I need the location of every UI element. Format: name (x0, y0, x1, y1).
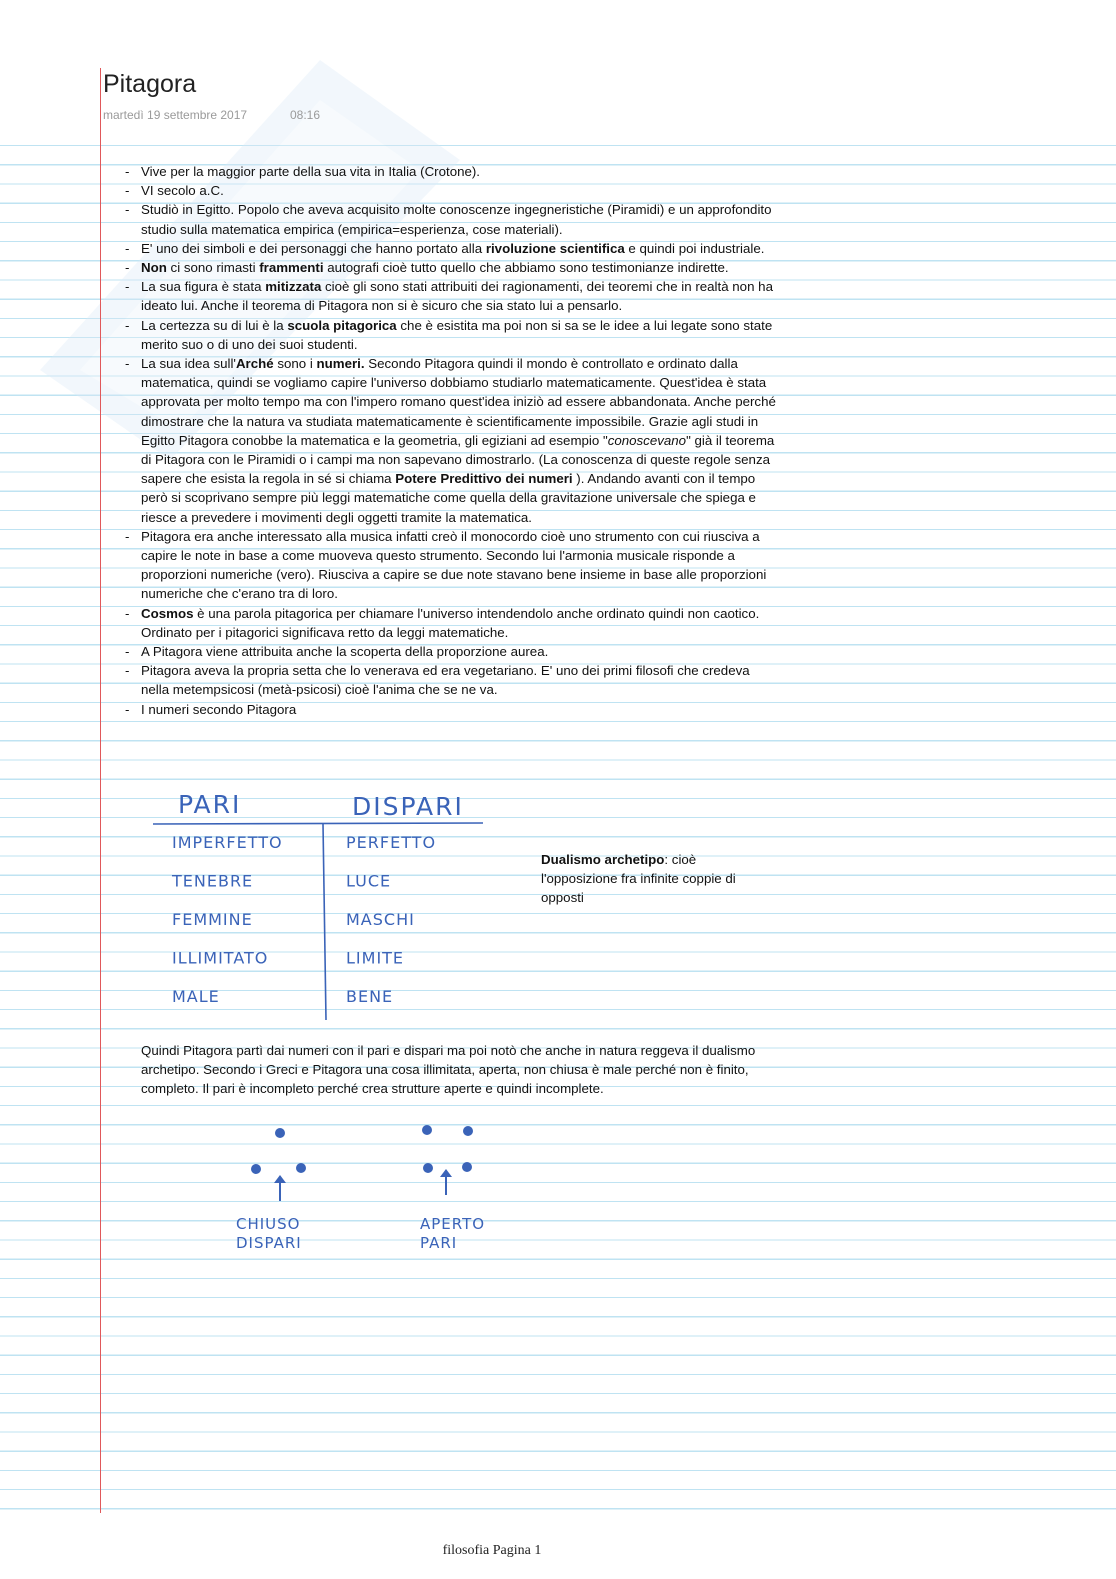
text-span: La sua idea sull' (141, 356, 236, 372)
bold-term: mitizzata (265, 279, 322, 295)
list-item (120, 181, 780, 200)
table-horizontal-line (153, 823, 483, 824)
list-item (120, 527, 780, 604)
table-cell-right: BENE (346, 987, 394, 1006)
text-span: cioè gli sono stati attribuiti dei ragionamenti, dei teoremi che in realtà non ha ideato lui. Anche il teorema di Pitagora non si è sicuro che sia stato lui a pensarlo. (141, 279, 773, 314)
text-span: VI secolo a.C. (141, 183, 224, 199)
table-cell-left: MALE (172, 987, 220, 1006)
dot (462, 1162, 472, 1172)
text-span: ci sono rimasti (166, 260, 260, 276)
list-item (120, 162, 780, 181)
text-span: e quindi poi industriale. (624, 240, 765, 256)
list-item (120, 661, 780, 699)
list-item (120, 258, 780, 277)
text-span: E' uno dei simboli e dei personaggi che hanno portato alla (141, 240, 486, 256)
conclusion-paragraph: Quindi Pitagora partì dai numeri con il pari e dispari ma poi notò che anche in natura reggeva il dualismo archetipo. Secondo i Greci e Pitagora una cosa illimitata, aperta, non chiusa è male perché non è finito, completo. Il pari è incompleto perché crea strutture aperte e quindi incomplete. (141, 1043, 756, 1097)
arrow-head (440, 1169, 452, 1177)
bold-term: scuola pitagorica (287, 317, 397, 333)
pari-dispari-table (140, 780, 500, 1030)
table-header-right: DISPARI (352, 792, 464, 821)
text-span: Studiò in Egitto. Popolo che aveva acquisito molte conoscenze ingegneristiche (Piramidi) e un approfondito studio sulla matematica empirica (empirica=esperienza, cose materiali). (141, 202, 772, 237)
text-span: ). Andando avanti con il tempo però si scoprivano sempre più leggi matematiche come quella della gravitazione universale che spiega e riesce a prevedere i movimenti degli oggetti tramite la matematica. (141, 471, 756, 525)
table-cell-left: ILLIMITATO (172, 948, 269, 968)
table-header-left: PARI (178, 790, 242, 819)
notes-list (120, 162, 780, 719)
list-item (120, 316, 780, 354)
list-item (120, 354, 780, 527)
text-span: La certezza su di lui è la (141, 317, 288, 333)
label-dispari: DISPARI (236, 1234, 302, 1252)
dualism-text: : cioè l'opposizione fra infinite coppie di opposti (541, 852, 736, 906)
label-pari: PARI (420, 1234, 458, 1252)
bold-term: numeri. (316, 356, 365, 372)
text-span: sono i (273, 356, 317, 372)
text-span: I numeri secondo Pitagora (141, 701, 297, 717)
list-item (120, 700, 780, 719)
bold-term: Non (141, 260, 167, 276)
table-cell-left: TENEBRE (172, 871, 254, 891)
text-span: è una parola pitagorica per chiamare l'universo intendendolo anche ordinato quindi non caotico. Ordinato per i pitagorici significava retto da leggi matematiche. (141, 605, 760, 640)
text-span: A Pitagora viene attribuita anche la scoperta della proporzione aurea. (141, 644, 549, 660)
label-aperto: APERTO (420, 1215, 486, 1233)
bold-term: rivoluzione scientifica (485, 240, 625, 256)
dot (423, 1163, 433, 1173)
text-span: Pitagora aveva la propria setta che lo venerava ed era vegetariano. E' uno dei primi filosofi che credeva nella metempsicosi (metà-psicosi) cioè l'anima che se ne va. (141, 663, 750, 698)
page-title: Pitagora (103, 70, 197, 98)
list-item (120, 277, 780, 315)
list-item (120, 200, 780, 238)
arrow-head (274, 1175, 286, 1183)
bold-term: Cosmos (141, 605, 194, 621)
dots-diagram (220, 1115, 520, 1265)
list-item (120, 604, 780, 642)
dot (251, 1164, 261, 1174)
page-date: martedì 19 settembre 2017 (103, 108, 248, 122)
dot (275, 1128, 285, 1138)
page-footer: filosofia Pagina 1 (442, 1543, 542, 1558)
table-cell-right: LIMITE (346, 948, 405, 968)
table-cell-right: LUCE (346, 871, 392, 891)
table-vertical-line (323, 824, 326, 1020)
text-span: che è esistita ma poi non si sa se le idee a lui legate sono state merito suo o di uno dei suoi studenti. (141, 317, 773, 352)
table-cell-right: PERFETTO (346, 833, 437, 852)
list-item (120, 642, 780, 661)
table-cell-left: IMPERFETTO (172, 833, 283, 852)
bold-term: frammenti (259, 260, 324, 276)
margin-line (100, 68, 101, 1513)
dot (463, 1126, 473, 1136)
table-cell-right: MASCHI (346, 910, 415, 929)
page-time: 08:16 (290, 108, 321, 122)
italic-term: conoscevano (607, 432, 687, 448)
list-item (120, 239, 780, 258)
text-span: " già il teorema di Pitagora con le Piramidi o i campi ma non sapevano dimostrarlo. (La conoscenza di queste regole senza sapere che esista la regola in sé si chiama (141, 432, 775, 487)
text-span: Pitagora era anche interessato alla musica infatti creò il monocordo cioè uno strumento con cui riusciva a capire le note in base a come muoveva questo strumento. Secondo lui l'armonia musicale risponde a proporzioni numeriche (vero). Riusciva a capire se due note stavano bene insieme in base alle proporzioni numeriche che c'erano tra di loro. (141, 528, 767, 602)
dot (422, 1125, 432, 1135)
table-cell-left: FEMMINE (172, 910, 253, 929)
text-span: La sua figura è stata (141, 279, 266, 295)
dot (296, 1163, 306, 1173)
dualism-term: Dualismo archetipo (541, 852, 665, 867)
label-chiuso: CHIUSO (236, 1215, 301, 1233)
text-span: Vive per la maggior parte della sua vita in Italia (Crotone). (141, 164, 480, 179)
text-span: autografi cioè tutto quello che abbiamo sono testimonianze indirette. (323, 260, 729, 276)
text-span: Secondo Pitagora quindi il mondo è controllato e ordinato dalla matematica, quindi se vogliamo capire l'universo dobbiamo studiarlo matematicamente. Quest'idea è stata approvata per molto tempo ma con l'impero romano quest'idea iniziò ad essere abbandonata. Anche perché dimostrare che la natura va studiata matematicamente è scientificamente impossibile. Grazie agli studi in Egitto Pitagora conobbe la matematica e la geometria, gli egiziani ad esempio " (141, 356, 776, 448)
dualism-note (541, 850, 761, 908)
bold-term: Potere Predittivo dei numeri (395, 471, 573, 487)
bold-term: Arché (235, 356, 274, 372)
